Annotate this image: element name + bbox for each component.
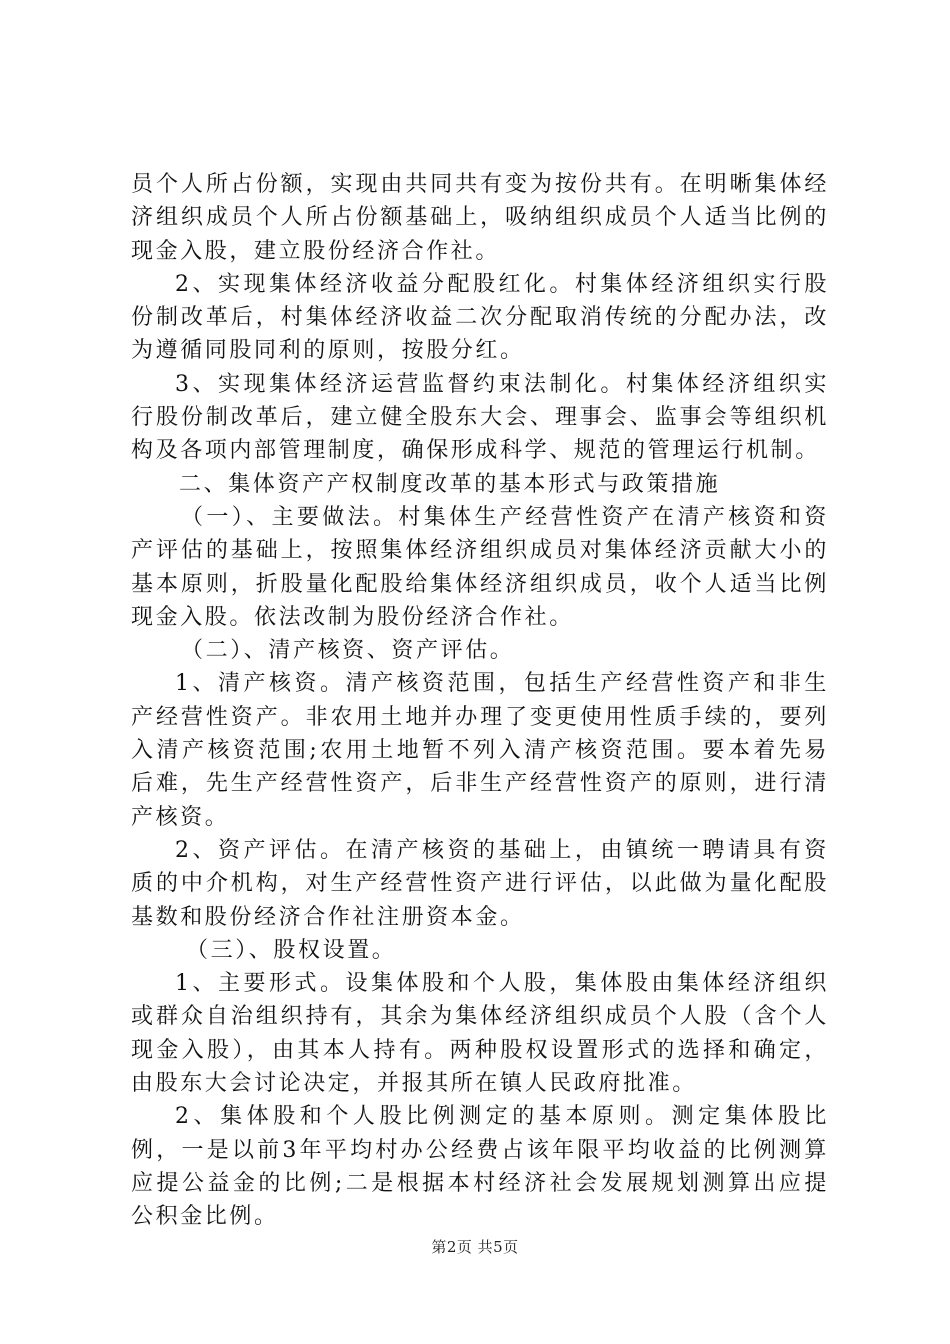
- subsection-heading-3: （三）、股权设置。: [186, 937, 397, 963]
- paragraph-subsection-1: （一）、主要做法。村集体生产经营性资产在清产核资和资产评估的基础上，按照集体经济组织成员对集体经济贡献大小的基本原则，折股量化配股给集体经济组织成员，收个人适当比例现金入股。依法改制为股份经济合作社。: [131, 504, 829, 630]
- paragraph-item-2: 2、实现集体经济收益分配股红化。村集体经济组织实行股份制改革后，村集体经济收益二次分配取消传统的分配办法，改为遵循同股同利的原则，按股分红。: [131, 271, 829, 364]
- paragraph-continuation: 员个人所占份额，实现由共同共有变为按份共有。在明晰集体经济组织成员个人所占份额基础上，吸纳组织成员个人适当比例的现金入股，建立股份经济合作社。: [131, 172, 829, 264]
- paragraph-asset-evaluation: 2、资产评估。在清产核资的基础上，由镇统一聘请具有资质的中介机构，对生产经营性资产进行评估，以此做为量化配股基数和股份经济合作社注册资本金。: [131, 837, 829, 930]
- page-footer: 第2页 共5页: [431, 1238, 519, 1256]
- paragraph-share-ratio: 2、集体股和个人股比例测定的基本原则。测定集体股比例，一是以前3年平均村办公经费占该年限平均收益的比例测算应提公益金的比例;二是根据本村经济社会发展规划测算出应提公积金比例。: [131, 1104, 829, 1230]
- document-body: [131, 168, 829, 1234]
- paragraph-item-3: 3、实现集体经济运营监督约束法制化。村集体经济组织实行股份制改革后，建立健全股东大会、理事会、监事会等组织机构及各项内部管理制度，确保形成科学、规范的管理运行机制。: [131, 371, 829, 464]
- section-heading-2: 二、集体资产产权制度改革的基本形式与政策措施: [179, 471, 721, 497]
- subsection-heading-2: （二）、清产核资、资产评估。: [181, 638, 515, 664]
- paragraph-main-forms: 1、主要形式。设集体股和个人股，集体股由集体经济组织或群众自治组织持有，其余为集体经济组织成员个人股（含个人现金入股），由其本人持有。两种股权设置形式的选择和确定，由股东大会讨论决定，并报其所在镇人民政府批准。: [131, 971, 829, 1097]
- paragraph-asset-audit: 1、清产核资。清产核资范围，包括生产经营性资产和非生产经营性资产。非农用土地并办理了变更使用性质手续的，要列入清产核资范围;农用土地暂不列入清产核资范围。要本着先易后难，先生产经营性资产，后非生产经营性资产的原则，进行清产核资。: [131, 671, 829, 830]
